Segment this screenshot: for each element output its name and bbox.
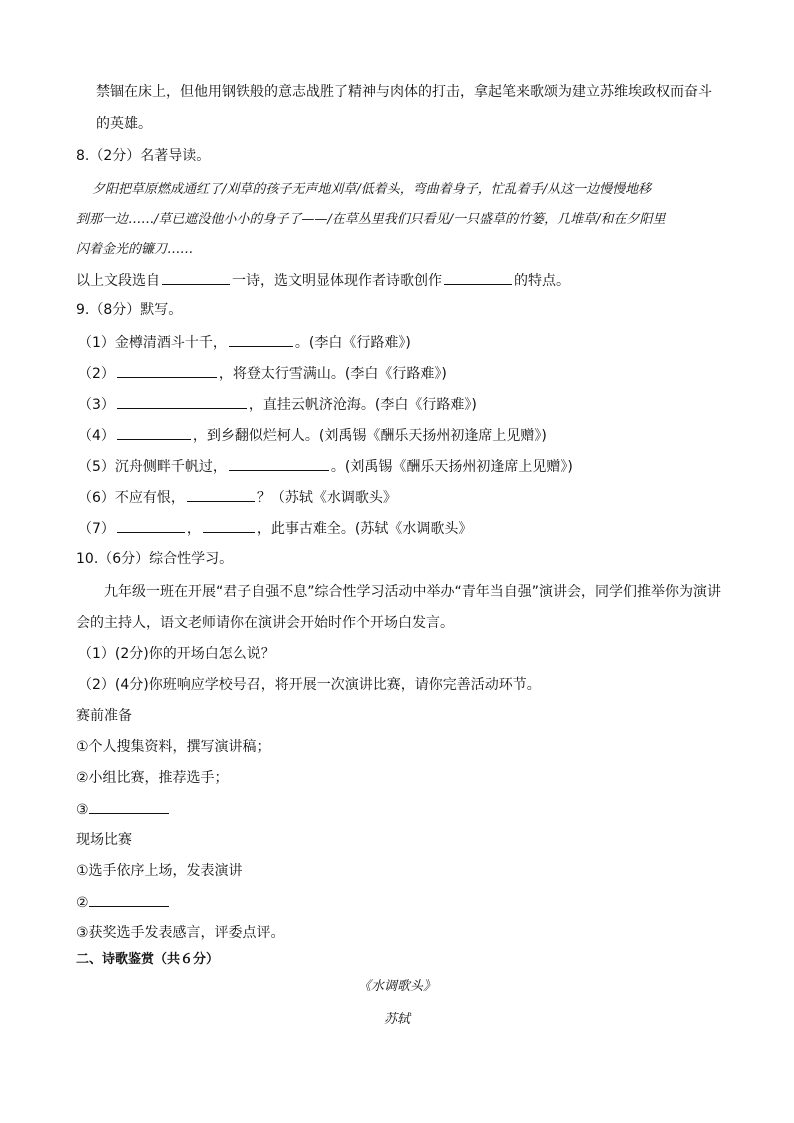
answer-blank[interactable]: [162, 270, 230, 285]
item-number: （6）: [78, 490, 115, 506]
q8-heading: 8.（2分）名著导读。: [76, 148, 211, 164]
answer-blank[interactable]: [89, 799, 169, 814]
q9-item: [78, 332, 411, 353]
answer-blank[interactable]: [229, 456, 329, 471]
answer-blank[interactable]: [187, 487, 255, 502]
item-number: （1）: [78, 335, 115, 351]
q9-item: [78, 425, 547, 446]
item-text: ，: [186, 521, 201, 537]
q8-question-text: 以上文段选自: [76, 273, 160, 289]
q10-subquestion: （2）(4分)你班响应学校号召，将开展一次演讲比赛，请你完善活动环节。: [78, 677, 541, 693]
stage-item: [76, 892, 171, 913]
q10-intro-line: 会的主持人，语文老师请你在演讲会开始时作个开场白发言。: [76, 615, 454, 631]
answer-blank[interactable]: [117, 394, 247, 409]
q9-item: [78, 487, 397, 508]
answer-blank[interactable]: [203, 518, 255, 533]
item-text: 。(刘禹锡《酬乐天扬州初逢席上见赠》): [330, 459, 573, 475]
q9-heading: 9.（8分）默写。: [76, 302, 183, 318]
item-number: ③: [76, 802, 89, 818]
q8-question: [76, 270, 570, 291]
item-text: ？（苏轼《水调歌头》: [256, 490, 397, 506]
item-number: （5）: [78, 459, 115, 475]
stage-title: 现场比赛: [76, 832, 132, 848]
poem-title: 《水调歌头》: [357, 979, 436, 994]
item-text: ，到乡翻似烂柯人。(刘禹锡《酬乐天扬州初逢席上见赠》): [192, 428, 547, 444]
q8-question-text: 的特点。: [514, 273, 570, 289]
stage-item: ②小组比赛，推荐选手；: [76, 770, 229, 786]
stage-item: ③获奖选手发表感言，评委点评。: [76, 925, 285, 941]
q8-question-text: 一诗，选文明显体现作者诗歌创作: [232, 273, 442, 289]
q10-heading: 10.（6分）综合性学习。: [76, 551, 234, 567]
q8-poem-line: 闪着金光的镰刀……: [76, 242, 194, 257]
poem-author: 苏轼: [383, 1012, 410, 1027]
item-text: 。(李白《行路难》): [294, 335, 411, 351]
q10-subquestion: （1）(2分)你的开场白怎么说？: [78, 646, 275, 662]
item-number: （2）: [78, 366, 115, 382]
q9-item: [78, 394, 477, 415]
stage-item: [76, 799, 171, 820]
q8-poem-line: 到那一边……/草已遮没他小小的身子了——/在草丛里我们只看见/一只盛草的竹篓，几堆草/和在夕阳里: [76, 212, 666, 227]
answer-blank[interactable]: [89, 892, 169, 907]
stage-title: 赛前准备: [76, 708, 132, 724]
item-number: （3）: [78, 397, 115, 413]
section-heading: 二、诗歌鉴赏（共６分）: [76, 952, 220, 967]
answer-blank[interactable]: [444, 270, 512, 285]
q7-text-line: 的英雄。: [96, 116, 152, 132]
item-text: ，此事古难全。(苏轼《水调歌头》: [256, 521, 473, 537]
answer-blank[interactable]: [117, 425, 191, 440]
item-text: ，将登太行雪满山。(李白《行路难》): [218, 366, 447, 382]
answer-blank[interactable]: [117, 363, 217, 378]
stage-item: ①个人搜集资料，撰写演讲稿；: [76, 739, 271, 755]
q9-item: [78, 518, 472, 539]
item-text: ，直挂云帆济沧海。(李白《行路难》): [248, 397, 477, 413]
item-text: 沉舟侧畔千帆过，: [114, 459, 227, 475]
q9-item: [78, 456, 573, 477]
answer-blank[interactable]: [117, 518, 185, 533]
stage-item: ①选手依序上场，发表演讲: [76, 863, 243, 879]
item-number: （4）: [78, 428, 115, 444]
answer-blank[interactable]: [229, 332, 293, 347]
item-number: （7）: [78, 521, 115, 537]
item-text: 金樽清酒斗十千，: [114, 335, 227, 351]
q10-intro-line: 九年级一班在开展“君子自强不息”综合性学习活动中举办“青年当自强”演讲会，同学们推举你为演讲: [104, 584, 722, 600]
q9-item: [78, 363, 447, 384]
item-number: ②: [76, 895, 89, 911]
item-text: 不应有恨，: [114, 490, 185, 506]
q8-poem-line: 夕阳把草原燃成通红了/刈草的孩子无声地刈草/低着头，弯曲着身子，忙乱着手/从这一边慢慢地移: [92, 182, 652, 197]
q7-text-line: 禁锢在床上，但他用钢铁般的意志战胜了精神与肉体的打击，拿起笔来歌颂为建立苏维埃政权而奋斗: [96, 84, 712, 100]
